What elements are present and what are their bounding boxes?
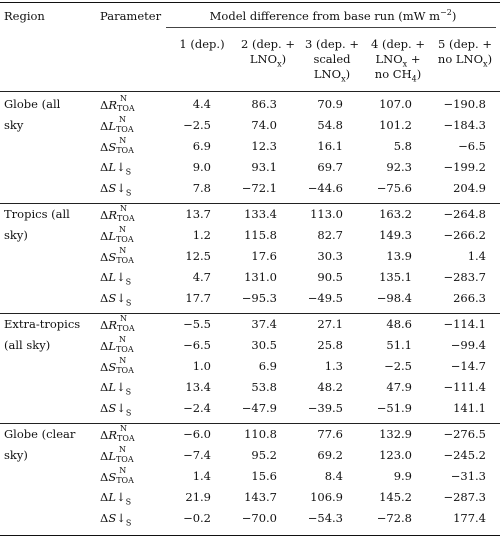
- table-cell: 133.4: [244, 207, 277, 221]
- table-cell: 7.8: [192, 181, 211, 195]
- table-cell: −266.2: [443, 228, 486, 242]
- header-parameter: Parameter: [100, 9, 162, 23]
- header-model-difference: Model difference from base run (mW $m^{-2}$): [209, 8, 457, 23]
- header-col5-line1: 5 (dep. +: [438, 37, 492, 51]
- table-cell: 5.8: [393, 139, 412, 153]
- table-cell: −276.5: [443, 427, 486, 441]
- table-cell: 48.6: [386, 317, 412, 331]
- table-cell: −44.6: [307, 181, 343, 195]
- table-cell: −99.4: [450, 338, 486, 352]
- parameter-label: ΔS N TOA: [100, 356, 134, 375]
- header-bottom-rule: [0, 91, 500, 92]
- table-cell: −287.3: [443, 490, 486, 504]
- table-cell: −98.4: [376, 291, 412, 305]
- table-cell: 51.1: [386, 338, 412, 352]
- table-cell: −72.8: [376, 511, 412, 525]
- parameter-label: $\Delta L↓_S$: [100, 270, 132, 287]
- table-cell: −7.4: [183, 448, 211, 462]
- region-label: Globe (clear: [4, 427, 76, 441]
- table-cell: 1.3: [324, 359, 343, 373]
- header-col4-line3: no $CH_4$): [374, 67, 422, 84]
- section-rule: [0, 423, 500, 424]
- table-cell: −111.4: [443, 380, 486, 394]
- table-cell: −0.2: [183, 511, 211, 525]
- table-cell: 1.4: [467, 249, 486, 263]
- region-label: Extra-tropics: [4, 317, 81, 331]
- table-cell: 9.0: [192, 160, 211, 174]
- table-cell: 106.9: [310, 490, 343, 504]
- table-cell: 16.1: [317, 139, 343, 153]
- region-label: sky): [4, 228, 28, 242]
- parameter-label: ΔR N TOA: [100, 424, 135, 443]
- table-cell: 30.3: [317, 249, 343, 263]
- table-cell: 107.0: [379, 97, 412, 111]
- parameter-label: ΔS N TOA: [100, 136, 134, 155]
- table-cell: 47.9: [386, 380, 412, 394]
- table-cell: −5.5: [183, 317, 211, 331]
- table-cell: 132.9: [379, 427, 412, 441]
- table-cell: −70.0: [241, 511, 277, 525]
- table-cell: −39.5: [307, 401, 343, 415]
- table-cell: 17.6: [251, 249, 277, 263]
- table-cell: 266.3: [453, 291, 486, 305]
- parameter-label: $\Delta L↓_S$: [100, 160, 132, 177]
- table-cell: 141.1: [453, 401, 486, 415]
- table-cell: −95.3: [241, 291, 277, 305]
- table-cell: 70.9: [317, 97, 343, 111]
- table-cell: 1.2: [192, 228, 211, 242]
- parameter-label: ΔL N TOA: [100, 445, 134, 464]
- parameter-label: $\Delta L↓_S$: [100, 490, 132, 507]
- table-cell: −49.5: [307, 291, 343, 305]
- table-cell: 6.9: [192, 139, 211, 153]
- table-cell: 110.8: [244, 427, 277, 441]
- table-cell: 131.0: [244, 270, 277, 284]
- table-cell: −72.1: [241, 181, 277, 195]
- table-cell: −184.3: [443, 118, 486, 132]
- table-cell: −75.6: [376, 181, 412, 195]
- table-cell: −2.5: [183, 118, 211, 132]
- top-rule: [0, 2, 500, 3]
- table-cell: −31.3: [450, 469, 486, 483]
- parameter-label: $\Delta S↓_S$: [100, 181, 132, 198]
- parameter-label: ΔR N TOA: [100, 204, 135, 223]
- parameter-label: ΔS N TOA: [100, 246, 134, 265]
- table-cell: −2.5: [384, 359, 412, 373]
- parameter-label: ΔL N TOA: [100, 225, 134, 244]
- region-label: sky: [4, 118, 24, 132]
- table-cell: 1.4: [192, 469, 211, 483]
- table-cell: 15.6: [251, 469, 277, 483]
- table-cell: 12.5: [185, 249, 211, 263]
- region-label: sky): [4, 448, 28, 462]
- table-cell: −2.4: [183, 401, 211, 415]
- table-cell: 9.9: [393, 469, 412, 483]
- table-cell: 17.7: [185, 291, 211, 305]
- section-rule: [0, 203, 500, 204]
- region-label: Globe (all: [4, 97, 61, 111]
- table-cell: −245.2: [443, 448, 486, 462]
- table-cell: 37.4: [251, 317, 277, 331]
- table-cell: 12.3: [251, 139, 277, 153]
- parameter-label: $\Delta L↓_S$: [100, 380, 132, 397]
- table-cell: −114.1: [443, 317, 486, 331]
- table-cell: 177.4: [453, 511, 486, 525]
- table-cell: 101.2: [379, 118, 412, 132]
- parameter-label: $\Delta S↓_S$: [100, 401, 132, 418]
- parameter-label: ΔR N TOA: [100, 94, 135, 113]
- parameter-label: ΔL N TOA: [100, 335, 134, 354]
- parameter-label: $\Delta S↓_S$: [100, 291, 132, 308]
- section-rule: [0, 313, 500, 314]
- region-label: Tropics (all: [4, 207, 70, 221]
- table-cell: 53.8: [251, 380, 277, 394]
- table-cell: 54.8: [317, 118, 343, 132]
- header-col2-line2: $LNO_x$): [249, 52, 287, 69]
- region-label: (all sky): [4, 338, 51, 352]
- table-cell: 113.0: [310, 207, 343, 221]
- table-cell: 90.5: [317, 270, 343, 284]
- parameter-label: $\Delta S↓_S$: [100, 511, 132, 528]
- table-cell: 204.9: [453, 181, 486, 195]
- table-cell: 93.1: [251, 160, 277, 174]
- table-cell: 4.4: [192, 97, 211, 111]
- table-cell: 74.0: [251, 118, 277, 132]
- table-cell: −6.0: [183, 427, 211, 441]
- table-cell: −6.5: [458, 139, 486, 153]
- parameter-label: ΔR N TOA: [100, 314, 135, 333]
- table-cell: 30.5: [251, 338, 277, 352]
- table-cell: 82.7: [317, 228, 343, 242]
- table-cell: 69.2: [317, 448, 343, 462]
- table-cell: 13.9: [386, 249, 412, 263]
- header-col4-line2: $LNO_x$ +: [375, 52, 421, 69]
- header-col3-line3: $LNO_x$): [313, 67, 351, 84]
- table-cell: 95.2: [251, 448, 277, 462]
- table-cell: −54.3: [307, 511, 343, 525]
- table-cell: 48.2: [317, 380, 343, 394]
- header-col1: 1 (dep.): [179, 37, 225, 51]
- table-cell: 69.7: [317, 160, 343, 174]
- header-col3-line1: 3 (dep. +: [305, 37, 359, 51]
- table-cell: −47.9: [241, 401, 277, 415]
- table-cell: −199.2: [443, 160, 486, 174]
- parameter-label: ΔS N TOA: [100, 466, 134, 485]
- table-cell: 163.2: [379, 207, 412, 221]
- table-cell: 123.0: [379, 448, 412, 462]
- header-partial-rule: [166, 27, 496, 28]
- table-cell: 13.4: [185, 380, 211, 394]
- table-cell: 21.9: [185, 490, 211, 504]
- table-cell: 143.7: [244, 490, 277, 504]
- table-cell: 145.2: [379, 490, 412, 504]
- table-cell: 86.3: [251, 97, 277, 111]
- header-region: Region: [4, 9, 45, 23]
- table-cell: 8.4: [324, 469, 343, 483]
- table-cell: 115.8: [244, 228, 277, 242]
- table-cell: 13.7: [185, 207, 211, 221]
- table-cell: 135.1: [379, 270, 412, 284]
- table-cell: −283.7: [443, 270, 486, 284]
- table-cell: 92.3: [386, 160, 412, 174]
- table-cell: 1.0: [192, 359, 211, 373]
- header-col3-line2: scaled: [313, 52, 351, 66]
- table-cell: −14.7: [450, 359, 486, 373]
- table-cell: 25.8: [317, 338, 343, 352]
- table-cell: 149.3: [379, 228, 412, 242]
- table-cell: −190.8: [443, 97, 486, 111]
- table-cell: −51.9: [376, 401, 412, 415]
- table-cell: 6.9: [258, 359, 277, 373]
- header-col2-line1: 2 (dep. +: [241, 37, 295, 51]
- table-cell: 77.6: [317, 427, 343, 441]
- table-cell: −264.8: [443, 207, 486, 221]
- header-col5-line2: no $LNO_x$): [437, 52, 493, 69]
- table-cell: −6.5: [183, 338, 211, 352]
- bottom-rule: [0, 535, 500, 536]
- header-col4-line1: 4 (dep. +: [371, 37, 425, 51]
- parameter-label: ΔL N TOA: [100, 115, 134, 134]
- table-cell: 27.1: [317, 317, 343, 331]
- table-cell: 4.7: [192, 270, 211, 284]
